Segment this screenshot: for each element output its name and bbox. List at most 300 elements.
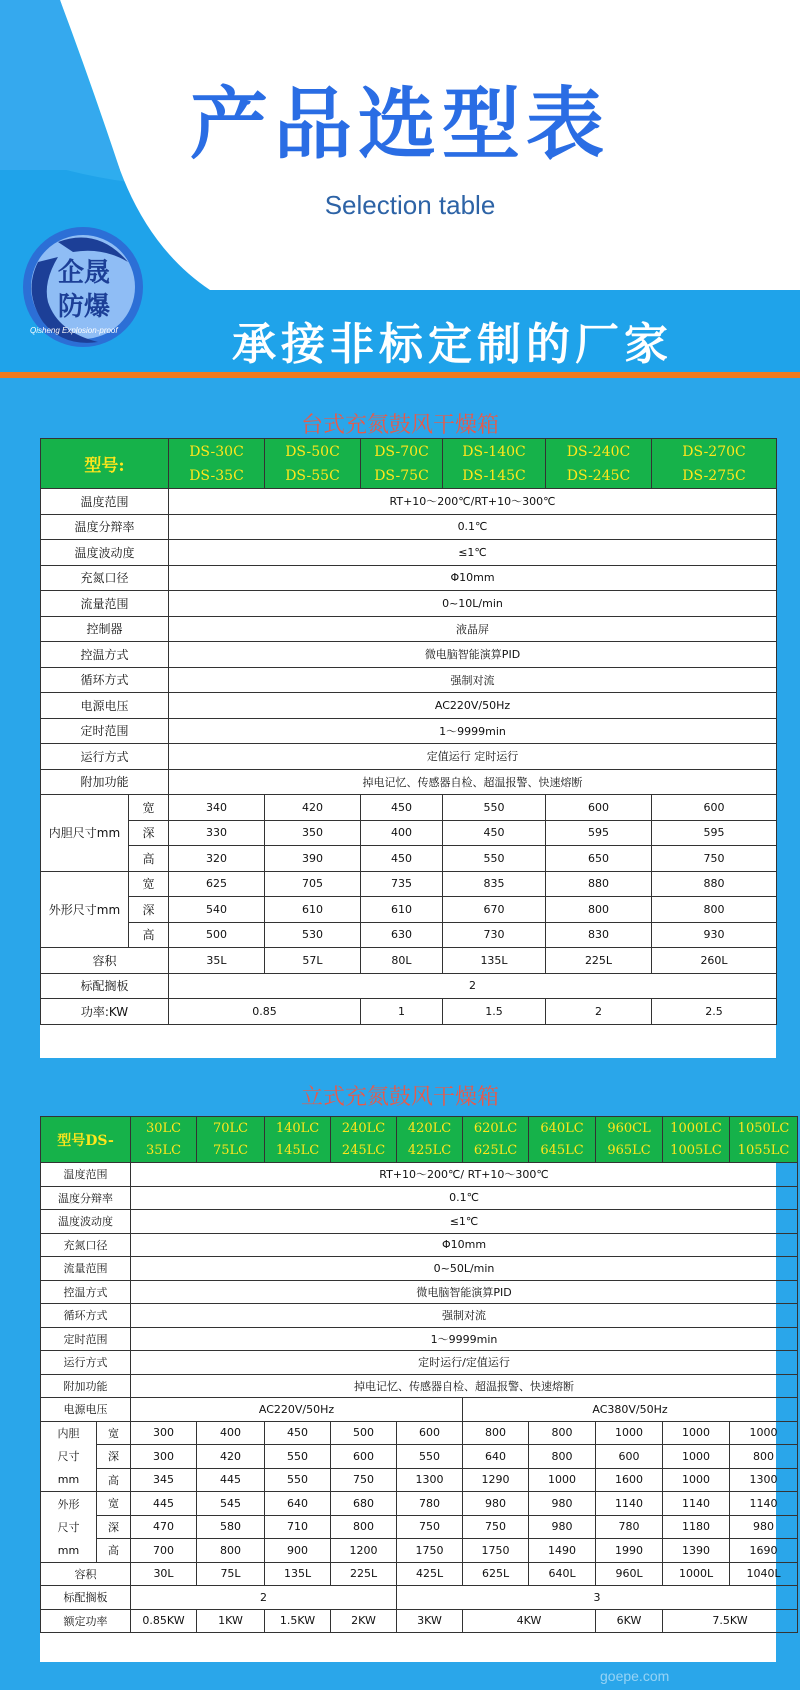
inner-size-value: 550 (443, 795, 546, 821)
table-row (41, 948, 777, 974)
table-row (41, 1163, 798, 1187)
volume-value: 1000L (663, 1562, 730, 1586)
outer-size-value: 1690 (730, 1539, 798, 1563)
spec-label: 定时范围 (41, 1327, 131, 1351)
table-row (41, 1280, 798, 1304)
spec-label: 充氮口径 (41, 1233, 131, 1257)
shelf-label: 标配搁板 (41, 973, 169, 999)
outer-size-value: 1750 (463, 1539, 529, 1563)
outer-size-label: 外形尺寸mm (41, 871, 129, 948)
model-name: 145LC (275, 1142, 320, 1158)
spec-value: 强制对流 (169, 667, 777, 693)
volume-label: 容积 (41, 948, 169, 974)
model-cell (265, 1117, 331, 1163)
model-head-label: 型号: (41, 439, 169, 489)
table-row (41, 1257, 798, 1281)
outer-size-value: 980 (730, 1515, 798, 1539)
spec-value: RT+10～200℃/ RT+10～300℃ (131, 1163, 798, 1187)
inner-size-value: 1290 (463, 1468, 529, 1492)
table-row (41, 439, 777, 489)
table1-container (40, 438, 776, 1058)
spec-value: 定时运行/定值运行 (131, 1351, 798, 1375)
volume-value: 1040L (730, 1562, 798, 1586)
inner-size-value: 750 (652, 846, 777, 872)
power-value: 1.5 (443, 999, 546, 1025)
dimension-label: 深 (97, 1445, 131, 1469)
spec-value: 0~10L/min (169, 591, 777, 617)
inner-size-value: 650 (546, 846, 652, 872)
table-row (41, 897, 777, 923)
model-name: 645LC (540, 1142, 584, 1158)
outer-size-value: 1390 (663, 1539, 730, 1563)
outer-size-value: 880 (652, 871, 777, 897)
model-name: DS-270C (682, 443, 746, 460)
logo-english: Qisheng Explosion-proof (30, 326, 118, 335)
outer-size-value: 680 (331, 1492, 397, 1516)
volume-value: 57L (265, 948, 361, 974)
spec-value: 定值运行 定时运行 (169, 744, 777, 770)
spec-value: RT+10～200℃/RT+10～300℃ (169, 489, 777, 515)
volume-value: 640L (529, 1562, 596, 1586)
orange-divider (0, 372, 800, 378)
spec-value: 强制对流 (131, 1304, 798, 1328)
spec-label: 附加功能 (41, 769, 169, 795)
spec-label: 控温方式 (41, 642, 169, 668)
model-name: 240LC (341, 1120, 386, 1136)
inner-size-value: 595 (546, 820, 652, 846)
inner-size-value: 450 (361, 846, 443, 872)
table-row (41, 616, 777, 642)
power-label: 额定功率 (41, 1609, 131, 1633)
outer-size-value: 780 (596, 1515, 663, 1539)
model-cell (730, 1117, 798, 1163)
table-row (41, 718, 777, 744)
spec-value: ≤1℃ (131, 1210, 798, 1234)
dimension-label: 深 (129, 897, 169, 923)
inner-size-label-part: 尺寸 (41, 1445, 97, 1469)
shelf-value: 2 (169, 973, 777, 999)
inner-size-value: 450 (443, 820, 546, 846)
table-row (41, 795, 777, 821)
outer-size-value: 1140 (596, 1492, 663, 1516)
volume-value: 260L (652, 948, 777, 974)
outer-size-value: 835 (443, 871, 546, 897)
model-name: 1055LC (737, 1142, 790, 1158)
spec-value: 微电脑智能演算PID (169, 642, 777, 668)
power-value: 7.5KW (663, 1609, 798, 1633)
inner-size-value: 445 (197, 1468, 265, 1492)
dimension-label: 深 (97, 1515, 131, 1539)
model-name: 425LC (407, 1142, 452, 1158)
inner-size-value: 420 (197, 1445, 265, 1469)
model-name: DS-75C (374, 467, 429, 484)
shelf-value: 2 (131, 1586, 397, 1610)
model-name: 245LC (341, 1142, 386, 1158)
power-value: 1.5KW (265, 1609, 331, 1633)
table-row (41, 1304, 798, 1328)
volume-value: 625L (463, 1562, 529, 1586)
voltage-value-220: AC220V/50Hz (131, 1398, 463, 1422)
dimension-label: 深 (129, 820, 169, 846)
table-row (41, 1374, 798, 1398)
model-name: DS-245C (566, 467, 631, 484)
power-value: 6KW (596, 1609, 663, 1633)
inner-size-value: 390 (265, 846, 361, 872)
spec-value: 掉电记忆、传感器自检、超温报警、快速熔断 (169, 769, 777, 795)
table-row (41, 769, 777, 795)
volume-value: 225L (331, 1562, 397, 1586)
outer-size-value: 1200 (331, 1539, 397, 1563)
model-name: 640LC (540, 1120, 584, 1136)
table-row (41, 565, 777, 591)
table-row (41, 1468, 798, 1492)
spec-label: 温度波动度 (41, 1210, 131, 1234)
outer-size-value: 625 (169, 871, 265, 897)
inner-size-value: 550 (397, 1445, 463, 1469)
outer-size-label-part: mm (41, 1539, 97, 1563)
spec-label: 附加功能 (41, 1374, 131, 1398)
power-value: 2.5 (652, 999, 777, 1025)
spec-value: AC220V/50Hz (169, 693, 777, 719)
outer-size-value: 980 (529, 1492, 596, 1516)
inner-size-value: 800 (463, 1421, 529, 1445)
model-name: DS-30C (189, 443, 244, 460)
spec-value: 1～9999min (131, 1327, 798, 1351)
volume-value: 225L (546, 948, 652, 974)
inner-size-value: 1000 (663, 1445, 730, 1469)
outer-size-value: 500 (169, 922, 265, 948)
power-value: 1KW (197, 1609, 265, 1633)
spec-label: 控温方式 (41, 1280, 131, 1304)
outer-size-value: 900 (265, 1539, 331, 1563)
inner-size-label: 内胆尺寸mm (41, 795, 129, 872)
inner-size-value: 600 (397, 1421, 463, 1445)
table-row (41, 846, 777, 872)
inner-size-value: 640 (463, 1445, 529, 1469)
table2-vertical-nitrogen-oven (40, 1116, 798, 1633)
outer-size-value: 800 (197, 1539, 265, 1563)
model-cell (443, 439, 546, 489)
outer-size-value: 630 (361, 922, 443, 948)
volume-value: 35L (169, 948, 265, 974)
model-cell (397, 1117, 463, 1163)
table-row (41, 1327, 798, 1351)
table-row (41, 642, 777, 668)
model-cell (463, 1117, 529, 1163)
table-row (41, 744, 777, 770)
inner-size-value: 350 (265, 820, 361, 846)
model-cell (546, 439, 652, 489)
watermark-text: goepe.com (600, 1668, 670, 1684)
spec-label: 运行方式 (41, 1351, 131, 1375)
power-value: 0.85 (169, 999, 361, 1025)
inner-size-value: 595 (652, 820, 777, 846)
spec-value: 微电脑智能演算PID (131, 1280, 798, 1304)
power-value: 1 (361, 999, 443, 1025)
dimension-label: 宽 (129, 795, 169, 821)
table-row (41, 1586, 798, 1610)
outer-size-value: 750 (397, 1515, 463, 1539)
spec-label: 温度范围 (41, 489, 169, 515)
outer-size-value: 610 (265, 897, 361, 923)
voltage-value-380: AC380V/50Hz (463, 1398, 798, 1422)
volume-value: 75L (197, 1562, 265, 1586)
spec-value: 0.1℃ (169, 514, 777, 540)
inner-size-value: 320 (169, 846, 265, 872)
dimension-label: 高 (97, 1468, 131, 1492)
outer-size-value: 580 (197, 1515, 265, 1539)
table-row (41, 693, 777, 719)
dimension-label: 宽 (97, 1421, 131, 1445)
model-name: 35LC (145, 1142, 182, 1158)
model-name: 625LC (473, 1142, 518, 1158)
table-row (41, 667, 777, 693)
spec-label: 运行方式 (41, 744, 169, 770)
model-name: 960CL (607, 1120, 651, 1136)
inner-size-value: 800 (529, 1421, 596, 1445)
dimension-label: 高 (97, 1539, 131, 1563)
table-row (41, 820, 777, 846)
volume-value: 960L (596, 1562, 663, 1586)
spec-value: 0~50L/min (131, 1257, 798, 1281)
spec-label: 温度范围 (41, 1163, 131, 1187)
spec-label: 控制器 (41, 616, 169, 642)
spec-value: 掉电记忆、传感器自检、超温报警、快速熔断 (131, 1374, 798, 1398)
outer-size-value: 700 (131, 1539, 197, 1563)
outer-size-value: 1990 (596, 1539, 663, 1563)
model-name: DS-140C (462, 443, 526, 460)
outer-size-value: 445 (131, 1492, 197, 1516)
table-row (41, 1117, 798, 1163)
slogan-banner: 承接非标定制的厂家 (232, 319, 673, 370)
model-name: 30LC (145, 1120, 182, 1136)
table-row (41, 922, 777, 948)
outer-size-value: 640 (265, 1492, 331, 1516)
model-name: DS-145C (462, 467, 526, 484)
table-row (41, 1186, 798, 1210)
inner-size-value: 550 (443, 846, 546, 872)
inner-size-value: 420 (265, 795, 361, 821)
model-name: 70LC (212, 1120, 249, 1136)
table2-caption: 立式充氮鼓风干燥箱 (300, 1085, 499, 1110)
inner-size-value: 400 (197, 1421, 265, 1445)
inner-size-value: 450 (265, 1421, 331, 1445)
table-row (41, 1609, 798, 1633)
volume-value: 30L (131, 1562, 197, 1586)
power-value: 4KW (463, 1609, 596, 1633)
model-name: DS-55C (285, 467, 340, 484)
model-name: 620LC (473, 1120, 518, 1136)
table1-caption: 台式充氮鼓风干燥箱 (300, 413, 499, 438)
table-row (41, 1539, 798, 1563)
model-cell (652, 439, 777, 489)
spec-label: 温度分辩率 (41, 514, 169, 540)
table-row (41, 514, 777, 540)
shelf-value: 3 (397, 1586, 798, 1610)
spec-label: 流量范围 (41, 1257, 131, 1281)
inner-size-value: 800 (529, 1445, 596, 1469)
model-name: 420LC (407, 1120, 452, 1136)
outer-size-label-part: 尺寸 (41, 1515, 97, 1539)
model-cell (331, 1117, 397, 1163)
spec-value: Φ10mm (131, 1233, 798, 1257)
model-cell (197, 1117, 265, 1163)
table-row (41, 1515, 798, 1539)
table2-container (40, 1116, 790, 1662)
inner-size-value: 1300 (730, 1468, 798, 1492)
voltage-label: 电源电压 (41, 1398, 131, 1422)
volume-value: 135L (443, 948, 546, 974)
inner-size-value: 1000 (663, 1468, 730, 1492)
table-row (41, 1445, 798, 1469)
outer-size-value: 670 (443, 897, 546, 923)
spec-value: ≤1℃ (169, 540, 777, 566)
spec-label: 温度波动度 (41, 540, 169, 566)
table-row (41, 973, 777, 999)
outer-size-value: 800 (331, 1515, 397, 1539)
inner-size-value: 800 (730, 1445, 798, 1469)
spec-value: 0.1℃ (131, 1186, 798, 1210)
outer-size-value: 1180 (663, 1515, 730, 1539)
power-label: 功率:KW (41, 999, 169, 1025)
table-row (41, 1351, 798, 1375)
inner-size-value: 750 (331, 1468, 397, 1492)
model-name: DS-50C (285, 443, 340, 460)
model-name: DS-70C (374, 443, 429, 460)
inner-size-value: 345 (131, 1468, 197, 1492)
page-title: 产品选型表 (189, 79, 610, 170)
table-row (41, 1398, 798, 1422)
logo-text-line2: 防爆 (58, 292, 111, 322)
outer-size-value: 1750 (397, 1539, 463, 1563)
model-name: 140LC (275, 1120, 320, 1136)
inner-size-value: 550 (265, 1445, 331, 1469)
outer-size-value: 710 (265, 1515, 331, 1539)
outer-size-value: 930 (652, 922, 777, 948)
model-name: 75LC (212, 1142, 249, 1158)
table-row (41, 1210, 798, 1234)
model-cell (529, 1117, 596, 1163)
table-row (41, 871, 777, 897)
spec-label: 循环方式 (41, 667, 169, 693)
inner-size-value: 300 (131, 1421, 197, 1445)
spec-label: 电源电压 (41, 693, 169, 719)
outer-size-value: 1140 (663, 1492, 730, 1516)
dimension-label: 宽 (97, 1492, 131, 1516)
inner-size-value: 1000 (730, 1421, 798, 1445)
inner-size-value: 600 (331, 1445, 397, 1469)
outer-size-value: 830 (546, 922, 652, 948)
page-subtitle: Selection table (324, 190, 496, 220)
inner-size-value: 1000 (663, 1421, 730, 1445)
outer-size-value: 735 (361, 871, 443, 897)
page-header (0, 0, 800, 372)
table-row (41, 1492, 798, 1516)
power-value: 2 (546, 999, 652, 1025)
spec-label: 定时范围 (41, 718, 169, 744)
table-row (41, 1233, 798, 1257)
dimension-label: 宽 (129, 871, 169, 897)
dimension-label: 高 (129, 846, 169, 872)
inner-size-value: 340 (169, 795, 265, 821)
inner-size-value: 600 (546, 795, 652, 821)
outer-size-value: 545 (197, 1492, 265, 1516)
power-value: 2KW (331, 1609, 397, 1633)
inner-size-value: 500 (331, 1421, 397, 1445)
model-cell (265, 439, 361, 489)
inner-size-value: 400 (361, 820, 443, 846)
volume-value: 135L (265, 1562, 331, 1586)
inner-size-value: 600 (652, 795, 777, 821)
spec-label: 温度分辩率 (41, 1186, 131, 1210)
table-row (41, 1562, 798, 1586)
table1-desktop-nitrogen-oven (40, 438, 777, 1025)
outer-size-value: 980 (529, 1515, 596, 1539)
outer-size-value: 610 (361, 897, 443, 923)
inner-size-value: 1000 (596, 1421, 663, 1445)
spec-value: Φ10mm (169, 565, 777, 591)
inner-size-value: 1000 (529, 1468, 596, 1492)
outer-size-value: 730 (443, 922, 546, 948)
inner-size-value: 550 (265, 1468, 331, 1492)
outer-size-value: 530 (265, 922, 361, 948)
spec-label: 流量范围 (41, 591, 169, 617)
outer-size-value: 470 (131, 1515, 197, 1539)
model-cell (663, 1117, 730, 1163)
inner-size-value: 600 (596, 1445, 663, 1469)
volume-label: 容积 (41, 1562, 131, 1586)
inner-size-label-part: 内胆 (41, 1421, 97, 1445)
spec-label: 充氮口径 (41, 565, 169, 591)
model-cell (131, 1117, 197, 1163)
inner-size-value: 1300 (397, 1468, 463, 1492)
dimension-label: 高 (129, 922, 169, 948)
outer-size-value: 980 (463, 1492, 529, 1516)
outer-size-label-part: 外形 (41, 1492, 97, 1516)
model-name: DS-35C (189, 467, 244, 484)
outer-size-value: 780 (397, 1492, 463, 1516)
shelf-label: 标配搁板 (41, 1586, 131, 1610)
power-value: 0.85KW (131, 1609, 197, 1633)
inner-size-label-part: mm (41, 1468, 97, 1492)
outer-size-value: 800 (652, 897, 777, 923)
model-name: DS-240C (566, 443, 631, 460)
table-row (41, 999, 777, 1025)
model-name: 1000LC (670, 1120, 722, 1136)
model-name: 1005LC (670, 1142, 722, 1158)
outer-size-value: 705 (265, 871, 361, 897)
table-row (41, 1421, 798, 1445)
volume-value: 80L (361, 948, 443, 974)
inner-size-value: 1600 (596, 1468, 663, 1492)
table-row (41, 489, 777, 515)
outer-size-value: 540 (169, 897, 265, 923)
model-cell (361, 439, 443, 489)
spec-value: 液晶屏 (169, 616, 777, 642)
volume-value: 425L (397, 1562, 463, 1586)
model-name: 1050LC (737, 1120, 790, 1136)
inner-size-value: 300 (131, 1445, 197, 1469)
model-name: DS-275C (682, 467, 746, 484)
inner-size-value: 450 (361, 795, 443, 821)
outer-size-value: 1140 (730, 1492, 798, 1516)
outer-size-value: 750 (463, 1515, 529, 1539)
inner-size-value: 330 (169, 820, 265, 846)
model-name: 965LC (607, 1142, 651, 1158)
outer-size-value: 880 (546, 871, 652, 897)
logo-text-line1: 企晟 (58, 258, 111, 288)
table-row (41, 540, 777, 566)
